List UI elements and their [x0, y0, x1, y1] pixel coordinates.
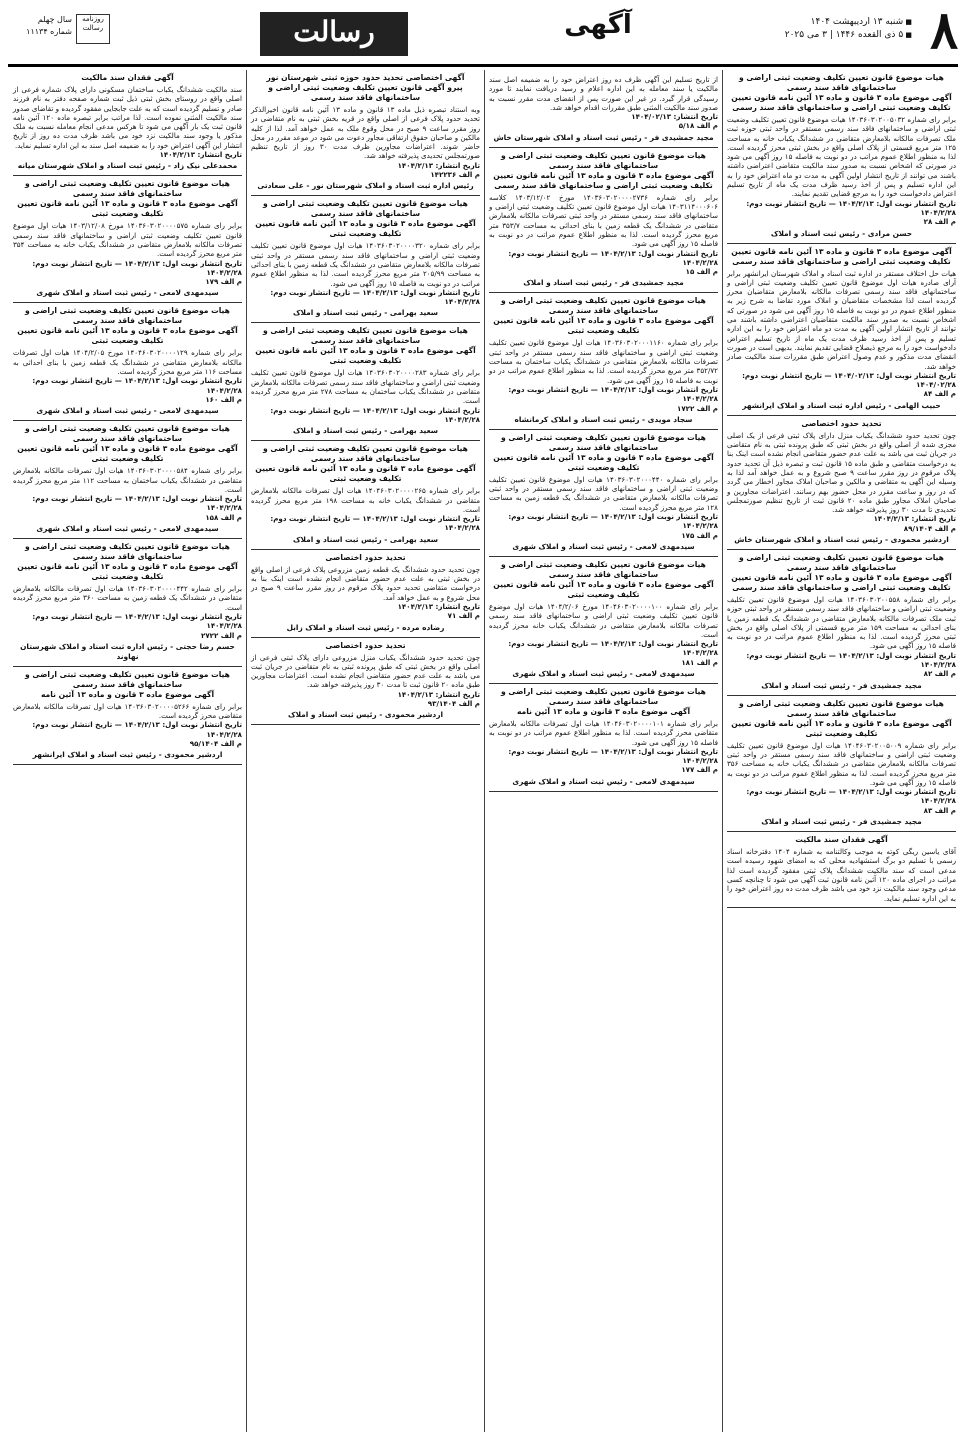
notice-title: هیات موضوع قانون تعیین تکلیف وضعیت ثبتی اراضی و ساختمانهای فاقد سند رسمی — [501, 559, 706, 579]
notice-body: برابر رای شماره ۱۴۰۴۶۰۳۰۲۰۰۰۰۱۲۹ مورخ ۱۴۰۴/۲/۰۵ هیات اول تصرفات مالکانه بلامعارض متقاضی در ششدانگ یک قطعه زمین با بنای احداثی به مساحت ۱۱۶ متر مربع محرز گردیده است. — [13, 348, 243, 377]
notice-body: برابر رای شماره ۱۴۰۳۶۰۳۰۲۰۰۰۰۴۴۲ هیات اول تصرفات مالکانه بلامعارض متقاضی در ششدانگ یک قطعه زمین به مساحت ۳۶۰ متر مربع محرز گردیده است. — [13, 584, 243, 612]
notice-body: برابر رای شماره ۱۴۰۳۶۰۳۰۲۰۰۰۰۵۲۶۶ هیات اول تصرفات مالکانه بلامعارض متقاضی محرز گردیده است. — [13, 701, 243, 721]
notice-subtitle: آگهی موضوع ماده ۳ قانون و ماده ۱۳ آئین نامه قانون تعیین تکلیف وضعیت ثبتی اراضی و ساختمانهای فاقد سند رسمی — [731, 572, 952, 592]
notice-body: برابر رای شماره ۱۴۰۳۶۰۳۰۲۰۰۰۰۵۸۴ هیات اول تصرفات مالکانه بلامعارض متقاضی در ششدانگ یکباب ساختمان به مساحت ۱۱۲ متر مربع محرز گردیده است. — [13, 466, 243, 494]
notice-signature: سیدمهدی لامعی - رئیس ثبت اسناد و املاک شهری — [36, 406, 219, 416]
notice-reference: م الف ۹۳/۱۴۰۴ — [427, 698, 480, 708]
notice-publish-dates: تاریخ انتشار نوبت اول: ۱۴۰۴/۲/۱۳ — تاریخ انتشار نوبت دوم: ۱۴۰۴/۲/۲۸ — [746, 787, 956, 806]
notice-signature: حسن مرادی - رئیس ثبت اسناد و املاک — [770, 228, 913, 238]
notice-subtitle: آگهی موضوع ماده ۳ قانون و ماده ۱۳ آئین نامه قانون تعیین تکلیف وضعیت ثبتی اراضی و ساختمانهای فاقد سند رسمی — [731, 93, 952, 112]
notice-body: برابر رای شماره ۱۴۰۳۶۰۳۰۲۰۰۰۱۱۶۰ هیات اول موضوع قانون تعیین تکلیف وضعیت ثبتی اراضی و ساختمانهای فاقد سند رسمی مستقر در واحد ثبتی تصرفات مالکانه بلامعارض متقاضی در ششدانگ یکباب ساختمان به مساحت ۳۵۲/۷۲ متر مربع محرز گردیده است. لذا به منظور اطلاع عموم مراتب در دو نوبت به فاصله ۱۵ روز آگهی می شود. — [489, 338, 718, 385]
notice-signature: سیدمهدی لامعی - رئیس ثبت اسناد و املاک شهری — [36, 524, 219, 534]
notice-signature: سیدمهدی لامعی - رئیس ثبت اسناد و املاک شهری — [512, 776, 695, 786]
notice-publish-dates: تاریخ انتشار: ۱۴۰۴/۲/۱۳ — [873, 514, 956, 524]
ad-columns — [8, 70, 958, 1432]
legal-notice — [489, 430, 718, 557]
legal-notice — [727, 70, 956, 244]
column-1 — [725, 70, 958, 1432]
notice-reference: م الف ۱۵۸ — [205, 512, 242, 522]
notice-title: هیات موضوع قانون تعیین تکلیف وضعیت ثبتی اراضی و ساختمانهای فاقد سند رسمی — [739, 698, 944, 718]
notice-reference: م الف ۱۸۱ — [681, 657, 718, 667]
notice-title: هیات موضوع قانون تعیین تکلیف وضعیت ثبتی اراضی و ساختمانهای فاقد سند رسمی — [25, 179, 230, 199]
notice-title: هیات موضوع قانون تعیین تکلیف وضعیت ثبتی اراضی و ساختمانهای فاقد سند رسمی — [739, 552, 944, 572]
notice-title: هیات موضوع قانون تعیین تکلیف وضعیت ثبتی اراضی و ساختمانهای فاقد سند رسمی — [263, 444, 468, 464]
notice-subtitle: آگهی موضوع ماده ۳ قانون و ماده ۱۳ آئین نامه قانون تعیین تکلیف وضعیت ثبتی — [17, 326, 238, 346]
notice-subtitle: آگهی موضوع ماده ۳ قانون و ماده ۱۳ آئین نامه — [40, 689, 215, 699]
legal-notice — [251, 70, 480, 196]
notice-title: تحدید حدود اختصاصی — [325, 552, 406, 562]
notice-subtitle: آگهی موضوع ماده ۳ قانون و ماده ۱۳ آئین نامه قانون تعیین تکلیف وضعیت ثبتی — [493, 452, 714, 472]
notice-body: برابر رای شماره ۱۴۰۳۶۰۳۰۲۰۰۰۰۳۲۰ هیات اول موضوع قانون تعیین تکلیف وضعیت ثبتی اراضی و ساختمانهای فاقد سند رسمی مستقر در واحد ثبتی تصرفات مالکانه بلامعارض متقاضی در ششدانگ یک قطعه زمین با بنای احداثی به مساحت ۲۰۵/۹۹ متر مربع محرز گردیده است. لذا به منظور اطلاع عموم مراتب در دو نوبت به فاصله ۱۵ روز آگهی می شود. — [251, 241, 480, 288]
notice-publish-dates: تاریخ انتشار نوبت اول: ۱۴۰۴/۲/۱۳ — تاریخ انتشار نوبت دوم: ۱۴۰۴/۲/۲۸ — [746, 650, 956, 670]
legal-notice — [251, 550, 480, 638]
notice-reference: م الف ۱۵ — [685, 267, 718, 277]
notice-signature: مجید جمشیدی فر - رئیس ثبت اسناد و املاک — [761, 680, 922, 690]
notice-reference: م الف ۹۵/۱۴۰۴ — [189, 738, 242, 748]
legal-notice — [13, 421, 242, 539]
notice-publish-dates: تاریخ انتشار نوبت اول: ۱۴۰۴/۰۲/۱۳ — تاریخ انتشار نوبت دوم: ۱۴۰۴/۰۲/۲۸ — [742, 370, 956, 390]
notice-reference: م الف ۲۸ — [923, 217, 956, 227]
notice-reference: م الف ۱۷۲۲ — [676, 403, 718, 413]
notice-publish-dates: تاریخ انتشار نوبت اول: ۱۴۰۴/۲/۱۳ — تاریخ انتشار نوبت دوم: ۱۴۰۴/۲/۲۸ — [270, 514, 480, 533]
notice-subtitle: پیرو آگهی قانون تعیین تکلیف وضعیت ثبتی اراضی و ساختمانهای فاقد سند رسمی — [268, 83, 463, 102]
column-2 — [487, 70, 720, 1432]
notice-reference: م الف ۱۴۲۲۳۶ — [430, 170, 480, 180]
masthead — [8, 0, 958, 64]
notice-body: برابر رای شماره ۱۴۰۳۶۰۳۰۲۰۰۰۰۲۷۳۶ مورخ ۱۴۰۳/۱۲/۰۲ کلاسه ۱۴۰۳۱۱۴۰۰۰۶۰۶ هیات اول موضوع قانون تعیین تکلیف وضعیت ثبتی اراضی و ساختمانهای فاقد سند رسمی مستقر در واحد ثبتی تصرفات مالکانه بلامعارض متقاضی در ششدانگ یک قطعه زمین با بنای احداثی به مساحت ۳۵۳/۷ متر مربع محرز گردیده است. لذا به منظور اطلاع عموم مراتب در دو نوبت به فاصله ۱۵ روز آگهی می شود. — [489, 192, 718, 249]
legal-notice — [251, 638, 480, 726]
notice-body: برابر رای شماره ۱۴۰۳۶۰۳۰۲۰۰۰۰۵۷۵ مورخ ۱۴۰۳/۱۲/۰۸ هیات اول موضوع قانون تعیین تکلیف وضعیت ثبتی اراضی و ساختمانهای فاقد سند رسمی تصرفات مالکانه بلامعارض متقاضی در ششدانگ یکباب خانه به مساحت ۳۵۴ متر مربع محرز گردیده است. — [13, 221, 243, 259]
notice-subtitle: آگهی موضوع ماده ۳ قانون و ماده ۱۳ آئین نامه قانون تعیین تکلیف وضعیت ثبتی — [493, 579, 714, 599]
column-4 — [11, 70, 244, 1432]
notice-title: هیات موضوع قانون تعیین تکلیف وضعیت ثبتی اراضی و ساختمانهای فاقد سند رسمی — [501, 296, 706, 316]
notice-body: آقای یاسین ریگی کوته به موجب وکالتنامه به شماره ۱۴۰۴ دفترخانه اسناد رسمی با تسلیم دو برگ استشهادیه محلی که به امضای شهود رسیده است مدعی است که سند مالکیت ششدانگ پلاک ثبتی مفقود گردیده است لذا مراتب در اجرای ماده ۱۲۰ آئین نامه قانون ثبت آگهی می شود تا چنانچه کسی مدعی وجود سند مالکیت نزد خود می باشد ظرف مدت ده روز اعتراض خود را به این اداره تسلیم نماید. — [727, 847, 957, 903]
notice-signature: محمدعلی نیک زاد - رئیس ثبت اسناد و املاک شهرستان میانه — [17, 161, 238, 171]
notice-signature: مجید جمشیدی فر - رئیس ثبت اسناد و املاک — [761, 817, 922, 827]
notice-title: هیات موضوع قانون تعیین تکلیف وضعیت ثبتی اراضی و ساختمانهای فاقد سند رسمی — [263, 326, 468, 346]
notice-body: برابر رای شماره ۱۴۰۳۶۰۳۰۲۰۰۰۰۲۸۳ هیات اول موضوع قانون تعیین تکلیف وضعیت ثبتی اراضی و ساختمانهای فاقد سند رسمی تصرفات مالکانه بلامعارض متقاضی در ششدانگ یکباب ساختمان به مساحت ۲۷۸ متر مربع محرز گردیده است. — [251, 368, 481, 406]
notice-body: چون تحدید حدود ششدانگ یکباب منزل مزروعی دارای پلاک ثبتی فرعی از اصلی واقع در بخش ثبتی که طبق پرونده ثبتی به نام متقاضی در جریان ثبت می باشد به علت عدم حضور متقاضی انجام نشده است. اعتراضات مجاورین طبق ماده ۲۰ قانون ثبت تا مدت ۳۰ روز پذیرفته خواهد شد. — [251, 652, 480, 690]
legal-notice — [727, 550, 956, 696]
notice-body: برابر رای شماره ۱۴۰۳۶۰۳۰۲۰۰۵۰۳۲ هیات موضوع قانون تعیین تکلیف وضعیت ثبتی اراضی و ساختمانهای فاقد سند رسمی مستقر در واحد ثبتی حوزه ثبت ملک تصرفات مالکانه بلامعارض متقاضی در ششدانگ یکباب خانه به مساحت ۱۲۵ متر مربع قسمتی از پلاک اصلی واقع در بخش ثبتی محرز گردیده است. لذا به منظور اطلاع عموم مراتب در دو نوبت به فاصله ۱۵ روز آگهی می شود در صورتی که اشخاص نسبت به صدور سند مالکیت متقاضی اعتراضی داشته باشند می توانند از تاریخ انتشار اولین آگهی به مدت دو ماه اعتراض خود را به این اداره تسلیم و پس از اخذ رسید ظرف مدت یک ماه از تاریخ تسلیم اعتراض دادخواست خود را به مرجع قضایی تقدیم نمایند. — [727, 115, 957, 199]
notice-publish-dates: تاریخ انتشار نوبت اول: ۱۴۰۴/۲/۱۳ — تاریخ انتشار نوبت دوم: ۱۴۰۴/۲/۲۸ — [270, 287, 480, 307]
notice-title: هیات موضوع قانون تعیین تکلیف وضعیت ثبتی اراضی و ساختمانهای فاقد سند رسمی — [25, 542, 230, 562]
notice-title: تحدید حدود اختصاصی — [325, 640, 406, 650]
notice-signature: سعید بهرامی - رئیس ثبت اسناد و املاک — [292, 534, 439, 544]
notice-reference: م الف ۷۱ — [447, 611, 480, 621]
column-divider — [484, 70, 485, 1432]
notice-body: برابر رای شماره ۱۴۰۳۶۰۳۰۲۰۰۵۵۸ هیات اول موضوع قانون تعیین تکلیف وضعیت ثبتی اراضی و ساختمانهای فاقد سند رسمی مستقر در واحد ثبتی حوزه ثبت ملک تصرفات مالکانه بلامعارض متقاضی در ششدانگ یک قطعه زمین با بنای احداثی به مساحت ۱۵۹ متر مربع قسمتی از پلاک اصلی واقع در بخش ثبتی محرز گردیده است. لذا به منظور اطلاع عموم مراتب در دو نوبت به فاصله ۱۵ روز آگهی می شود. — [727, 594, 957, 651]
notice-reference: م الف ۱۶۰ — [205, 394, 242, 404]
notice-body: چون تحدید حدود ششدانگ یکباب منزل دارای پلاک ثبتی فرعی از یک اصلی مجزی شده از اصلی واقع در بخش ثبتی که طبق پرونده ثبتی به نام متقاضی در جریان ثبت می باشد به علت عدم حضور متقاضی انجام نشده است اینک بنا به درخواست متقاضی و طبق ماده ۱۵ قانون ثبت و تبصره ذیل آن تحدید حدود پلاک مرقوم در روز مقرر ساعت ۹ صبح شروع و به عمل خواهد آمد لذا به وسیله این آگهی به متقاضی و مالکین و صاحبان املاک مجاور اخطار می گردد که در روز و ساعت مقرر در محل حضور بهم رسانند. اعتراضات مجاورین و صاحبان املاک مجاور طبق ماده ۲۰ قانون ثبت از تاریخ تنظیم صورتمجلس تحدیدی تا مدت ۳۰ روز پذیرفته خواهد شد. — [727, 430, 957, 515]
notice-subtitle: آگهی موضوع ماده ۳ قانون و ماده ۱۳ آئین نامه قانون تعیین تکلیف وضعیت ثبتی اراضی و ساختمانهای فاقد سند رسمی — [493, 170, 714, 190]
notice-signature: مجید جمشیدی فر - رئیس ثبت اسناد و املاک شهرستان خاش — [493, 132, 714, 142]
notice-publish-dates: تاریخ انتشار نوبت اول: ۱۴۰۴/۲/۱۳ — تاریخ انتشار نوبت دوم: ۱۴۰۴/۲/۲۸ — [32, 720, 242, 739]
notice-signature: سعید بهرامی - رئیس ثبت اسناد و املاک — [292, 308, 439, 318]
notice-title: هیات موضوع قانون تعیین تکلیف وضعیت ثبتی اراضی و ساختمانهای فاقد سند رسمی — [739, 73, 944, 92]
legal-notice — [489, 684, 718, 792]
legal-notice — [489, 148, 718, 294]
brand-mini-logo: روزنامه رسالت — [76, 14, 110, 44]
notice-publish-dates: تاریخ انتشار نوبت اول: ۱۴۰۴/۲/۱۳ — تاریخ انتشار نوبت دوم: ۱۴۰۴/۲/۲۸ — [270, 405, 480, 424]
notice-publish-dates: تاریخ انتشار: ۱۴۰۴/۲/۱۳ — [397, 601, 480, 611]
notice-body: وبه استناد تبصره ذیل ماده ۱۳ قانون و ماده ۱۳ آئین نامه قانون اخیرالذکر تحدید حدود پلاک فرعی از اصلی واقع در قریه بخش ثبتی به نام متقاضی در روز مقرر ساعت ۹ صبح در محل وقوع ملک به عمل خواهد آمد. لذا از کلیه مالکین و صاحبان حقوق ارتفاقی مجاور دعوت می شود در موعد مقرر در محل حاضر شوند. اعتراضات مجاورین ظرف مدت ۳۰ روز از تاریخ تنظیم صورتمجلس تحدیدی پذیرفته خواهد شد. — [251, 105, 481, 161]
notice-reference: م الف ۸۹/۱۴۰۴ — [903, 523, 956, 533]
notice-signature: اردشیر محمودی - رئیس ثبت اسناد و املاک — [288, 710, 443, 720]
notice-subtitle: آگهی موضوع ماده ۳ قانون و ماده ۱۳ آئین نامه قانون تعیین تکلیف وضعیت ثبتی — [17, 444, 238, 464]
notice-reference: م الف ۱۷۷ — [681, 765, 718, 775]
notice-publish-dates: تاریخ انتشار نوبت اول: ۱۴۰۴/۲/۱۳ — تاریخ انتشار نوبت دوم: ۱۴۰۴/۲/۲۸ — [508, 746, 718, 766]
notice-publish-dates: تاریخ انتشار نوبت اول: ۱۴۰۴/۲/۱۳ — تاریخ انتشار نوبت دوم: ۱۴۰۴/۲/۲۸ — [32, 611, 242, 631]
page-number: ۸ — [930, 0, 958, 61]
notice-body: برابر رای شماره ۱۴۰۴۶۰۳۰۲۰۰۰۰۱۰۰ مورخ ۱۴۰۴/۲/۰۶ هیات اول موضوع قانون تعیین تکلیف وضعیت ثبتی اراضی و ساختمانهای فاقد سند رسمی تصرفات مالکانه بلامعارض متقاضی در ششدانگ یکباب خانه محرز گردیده است. — [489, 601, 719, 639]
notice-publish-dates: تاریخ انتشار نوبت اول: ۱۴۰۴/۲/۱۳ — تاریخ انتشار نوبت دوم: ۱۴۰۴/۲/۲۸ — [508, 512, 718, 531]
notice-subtitle: آگهی موضوع ماده ۳ قانون و ماده ۱۳ آئین نامه قانون تعیین تکلیف وضعیت ثبتی — [255, 464, 476, 484]
date-line-2: ■ ۵ ذی القعده ۱۴۴۶ | ۳ می ۲۰۲۵ — [785, 29, 912, 42]
notice-subtitle: آگهی موضوع ماده ۳ قانون و ماده ۱۳ آئین نامه قانون تعیین تکلیف وضعیت ثبتی — [17, 562, 238, 582]
notice-publish-dates: تاریخ انتشار نوبت اول: ۱۴۰۴/۲/۱۳ — تاریخ انتشار نوبت دوم: ۱۴۰۴/۲/۲۸ — [32, 494, 242, 513]
notice-reference: م الف ۱۷۵ — [681, 530, 718, 540]
notice-signature: رئیس اداره ثبت اسناد و املاک شهرستان نور - علی سعادتی — [257, 181, 474, 191]
notice-title: هیات موضوع قانون تعیین تکلیف وضعیت ثبتی اراضی و ساختمانهای فاقد سند رسمی — [501, 686, 706, 706]
notice-reference: م الف ۵/۱۸ — [678, 121, 718, 131]
notice-publish-dates: تاریخ انتشار نوبت اول: ۱۴۰۴/۲/۱۳ — تاریخ انتشار نوبت دوم: ۱۴۰۴/۲/۲۸ — [32, 376, 242, 395]
notice-body: هیات حل اختلاف مستقر در اداره ثبت اسناد و املاک شهرستان ایرانشهر برابر آرای صادره هیات اول موضوع قانون تعیین تکلیف وضعیت ثبتی اراضی و ساختمانهای فاقد سند رسمی تصرفات مالکانه بلامعارض متقاضیان محرز گردیده است لذا مشخصات متقاضیان و املاک مورد تقاضا به شرح زیر به منظور اطلاع عموم در دو نوبت به فاصله ۱۵ روز آگهی می شود در صورتی که اشخاص نسبت به صدور سند مالکیت متقاضیان اعتراضی داشته باشند می توانند از تاریخ انتشار اولین آگهی به مدت دو ماه اعتراض خود را به این اداره تسلیم و پس از اخذ رسید ظرف مدت یک ماه از تاریخ تسلیم اعتراض دادخواست خود را به مرجع ذیصلاح قضایی تقدیم نمایند. بدیهی است در صورت انقضای مدت مذکور و عدم وصول اعتراض طبق مقررات سند مالکیت صادر خواهد شد. — [727, 268, 956, 371]
notice-reference: م الف ۱۷۹ — [205, 277, 242, 287]
issue-block — [8, 14, 72, 38]
notice-signature: رضاده مرده - رئیس ثبت اسناد و املاک زابل — [286, 622, 445, 632]
notice-reference: م الف ۸۲ — [923, 669, 956, 679]
notice-subtitle: آگهی موضوع ماده ۳ قانون و ماده ۱۳ آئین نامه قانون تعیین تکلیف وضعیت ثبتی — [255, 346, 476, 366]
notice-publish-dates: تاریخ انتشار نوبت اول: ۱۴۰۴/۲/۱۳ — تاریخ انتشار نوبت دوم: ۱۴۰۴/۲/۲۸ — [508, 639, 718, 658]
notice-subtitle: آگهی موضوع ماده ۳ قانون و ماده ۱۳ آئین نامه قانون تعیین تکلیف وضعیت ثبتی — [731, 718, 952, 738]
section-title: آگهی — [564, 10, 632, 40]
legal-notice — [489, 70, 718, 148]
notice-publish-dates: تاریخ انتشار نوبت اول: ۱۴۰۴/۲/۱۳ — تاریخ انتشار نوبت دوم: ۱۴۰۴/۲/۲۸ — [32, 258, 242, 277]
legal-notice — [13, 303, 242, 421]
newspaper-logo — [260, 12, 408, 56]
legal-notice — [727, 832, 956, 908]
notice-reference: م الف ۲۷۲۲ — [200, 630, 242, 640]
notice-title: آگهی فقدان سند مالکیت — [81, 73, 174, 82]
notice-signature: سیدمهدی لامعی - رئیس ثبت اسناد و املاک شهری — [512, 541, 695, 551]
notice-signature: سیدمهدی لامعی - رئیس ثبت اسناد و املاک شهری — [36, 288, 219, 298]
notice-signature: حبیب الهامی - رئیس اداره ثبت اسناد و املاک ایرانشهر — [742, 400, 941, 410]
logo-text: رسالت — [293, 15, 375, 48]
notice-signature: سجاد مویدی - رئیس ثبت اسناد و املاک کرمانشاه — [514, 414, 693, 424]
notice-title: هیات موضوع قانون تعیین تکلیف وضعیت ثبتی اراضی و ساختمانهای فاقد سند رسمی — [25, 424, 230, 444]
notice-signature: اردشیر محمودی - رئیس ثبت اسناد و املاک ایرانشهر — [32, 750, 223, 760]
notice-signature: اردشیر محمودی - رئیس ثبت اسناد و املاک شهرستان خاش — [734, 534, 949, 544]
notice-body: برابر رای شماره ۱۴۰۴۶۰۳۰۲۰۰۰۰۱۰۱ هیات اول تصرفات مالکانه بلامعارض متقاضی محرز گردیده است. لذا به منظور اطلاع عموم مراتب در دو نوبت به فاصله ۱۵ روز آگهی می شود. — [489, 718, 718, 747]
column-3 — [249, 70, 482, 1432]
notice-title: هیات موضوع قانون تعیین تکلیف وضعیت ثبتی اراضی و ساختمانهای فاقد سند رسمی — [501, 432, 706, 452]
legal-notice — [727, 416, 956, 550]
notice-reference: م الف ۸۴ — [923, 389, 956, 399]
legal-notice — [13, 539, 242, 667]
notice-title: تحدید حدود اختصاصی — [801, 418, 882, 428]
notice-publish-dates: تاریخ انتشار: ۱۴۰۴/۲/۱۳ — [159, 150, 242, 160]
notice-publish-dates: تاریخ انتشار نوبت اول: ۱۴۰۴/۲/۱۳ — تاریخ انتشار نوبت دوم: ۱۴۰۴/۲/۲۸ — [508, 248, 718, 267]
date-line-1: ■ شنبه ۱۳ اردیبهشت ۱۴۰۴ — [785, 16, 912, 29]
notice-title: هیات موضوع قانون تعیین تکلیف وضعیت ثبتی اراضی و ساختمانهای فاقد سند رسمی — [501, 150, 706, 170]
notice-body: چون تحدید حدود ششدانگ یک قطعه زمین مزروعی پلاک فرعی از اصلی واقع در بخش ثبتی به علت عدم حضور متقاضی انجام نشده است اینک بنا به درخواست متقاضی تحدید حدود پلاک مرقوم در روز مقرر ساعت ۹ صبح در محل شروع و به عمل خواهد آمد. — [251, 564, 480, 602]
legal-notice — [727, 244, 956, 416]
notice-subtitle: آگهی موضوع ماده ۳ قانون و ماده ۱۳ آئین نامه قانون تعیین تکلیف وضعیت ثبتی — [255, 219, 476, 239]
notice-title: هیات موضوع قانون تعیین تکلیف وضعیت ثبتی اراضی و ساختمانهای فاقد سند رسمی — [25, 669, 230, 689]
notice-publish-dates: تاریخ انتشار نوبت اول: ۱۴۰۴/۲/۱۳ — تاریخ انتشار نوبت دوم: ۱۴۰۴/۲/۲۸ — [746, 198, 956, 217]
notice-signature: حسم رضا حجتی - رئیس اداره ثبت اسناد و املاک شهرستان نهاوند — [20, 641, 235, 661]
notice-subtitle: آگهی موضوع ماده ۳ قانون و ماده ۱۳ آئین نامه قانون تعیین تکلیف وضعیت ثبتی — [17, 199, 238, 219]
notice-subtitle: آگهی موضوع ماده ۳ قانون و ماده ۱۳ آئین نامه قانون تعیین تکلیف وضعیت ثبتی — [493, 316, 714, 336]
legal-notice — [489, 557, 718, 684]
legal-notice — [13, 667, 242, 765]
legal-notice — [13, 176, 242, 303]
notice-publish-dates: تاریخ انتشار: ۱۴۰۴/۲/۱۳ — [397, 689, 480, 699]
column-divider — [722, 70, 723, 1432]
notice-title: آگهی اختصاصی تحدید حدود حوزه ثبتی شهرستان نور — [266, 73, 465, 82]
notice-body: برابر رای شماره ۱۴۰۴۶۰۳۰۲۰۰۵۰۰۹ هیات اول موضوع قانون تعیین تکلیف وضعیت ثبتی اراضی و ساختمانهای فاقد سند رسمی مستقر در واحد ثبتی تصرفات مالکانه بلامعارض متقاضی در ششدانگ یکباب خانه به مساحت ۳۵۶ متر مربع محرز گردیده است. لذا به منظور اطلاع عموم مراتب در دو نوبت به فاصله ۱۵ روز آگهی می شود. — [727, 740, 957, 787]
notice-signature: سعید بهرامی - رئیس ثبت اسناد و املاک — [292, 426, 439, 436]
notice-body: از تاریخ تسلیم این آگهی ظرف ده روز اعتراض خود را به ضمیمه اصل سند مالکیت یا سند معامله به این اداره اعلام و رسید دریافت نمایند تا مورد رسیدگی قرار گیرد. در غیر این صورت پس از انقضای مدت مقرر نسبت به صدور سند مالکیت المثنی طبق مقررات اقدام خواهد شد. — [489, 75, 718, 112]
issue-number: شماره ۱۱۱۳۴ — [26, 27, 72, 36]
notice-subtitle: آگهی موضوع ماده ۳ قانون و ماده ۱۳ آئین نامه — [516, 706, 691, 716]
notice-body: برابر رای شماره ۱۴۰۳۶۰۳۰۲۰۰۰۴۴۰ هیات اول موضوع قانون تعیین تکلیف وضعیت ثبتی اراضی و ساختمانهای فاقد سند رسمی مستقر در واحد ثبتی تصرفات مالکانه بلامعارض متقاضی در ششدانگ یک قطعه زمین به مساحت ۱۲۸ متر مربع محرز گردیده است. — [489, 474, 719, 512]
column-divider — [246, 70, 247, 1432]
notice-body: سند مالکیت ششدانگ یکباب ساختمان مسکونی دارای پلاک شماره فرعی از اصلی واقع در روستای بخش ثبتی ذیل ثبت شماره صفحه دفتر به نام فرزند صادر و تسلیم گردیده است که به علت جابجایی مفقود گردیده و تقاضای صدور سند مالکیت المثنی نموده است. لذا مراتب برابر تبصره ماده ۱۲۰ آئین نامه قانون ثبت یک بار آگهی می شود تا هرکس مدعی انجام معامله نسبت به ملک مذکور یا وجود سند مالکیت نزد خود می باشد ظرف مدت ده روز از تاریخ انتشار این آگهی اعتراض خود را به ضمیمه اصل سند به این اداره تسلیم نماید. — [13, 85, 242, 150]
issue-year: سال چهلم — [37, 15, 72, 24]
date-block — [785, 16, 912, 42]
notice-publish-dates: تاریخ انتشار: ۱۴۰۴/۰۲/۱۳ — [631, 112, 718, 122]
legal-notice — [251, 323, 480, 441]
notice-publish-dates: تاریخ انتشار نوبت اول: ۱۴۰۴/۲/۱۳ — تاریخ انتشار نوبت دوم: ۱۴۰۴/۲/۲۸ — [508, 384, 718, 404]
legal-notice — [251, 441, 480, 549]
masthead-rule — [8, 64, 958, 67]
notice-signature: سیدمهدی لامعی - رئیس ثبت اسناد و املاک شهری — [512, 668, 695, 678]
notice-signature: مجید جمشیدی فر - رئیس ثبت اسناد و املاک — [523, 278, 684, 288]
notice-reference: م الف ۸۳ — [923, 805, 956, 815]
notice-title: آگهی موضوع ماده ۳ قانون و ماده ۱۳ آئین نامه قانون تعیین تکلیف وضعیت ثبتی اراضی و ساختمانهای فاقد سند رسمی — [731, 246, 952, 266]
legal-notice — [251, 196, 480, 323]
notice-title: هیات موضوع قانون تعیین تکلیف وضعیت ثبتی اراضی و ساختمانهای فاقد سند رسمی — [263, 199, 468, 219]
legal-notice — [489, 293, 718, 429]
notice-publish-dates: تاریخ انتشار: ۱۴۰۴/۲/۱۳ — [397, 160, 480, 170]
notice-title: آگهی فقدان سند مالکیت — [795, 835, 888, 845]
legal-notice — [727, 696, 956, 832]
notice-body: برابر رای شماره ۱۴۰۴۶۰۳۰۲۰۰۰۰۲۶۵ هیات اول تصرفات مالکانه بلامعارض متقاضی در ششدانگ یکباب خانه به مساحت ۱۹۸ متر مربع محرز گردیده است. — [251, 486, 480, 514]
notice-title: هیات موضوع قانون تعیین تکلیف وضعیت ثبتی اراضی و ساختمانهای فاقد سند رسمی — [25, 306, 230, 326]
legal-notice — [13, 70, 242, 176]
